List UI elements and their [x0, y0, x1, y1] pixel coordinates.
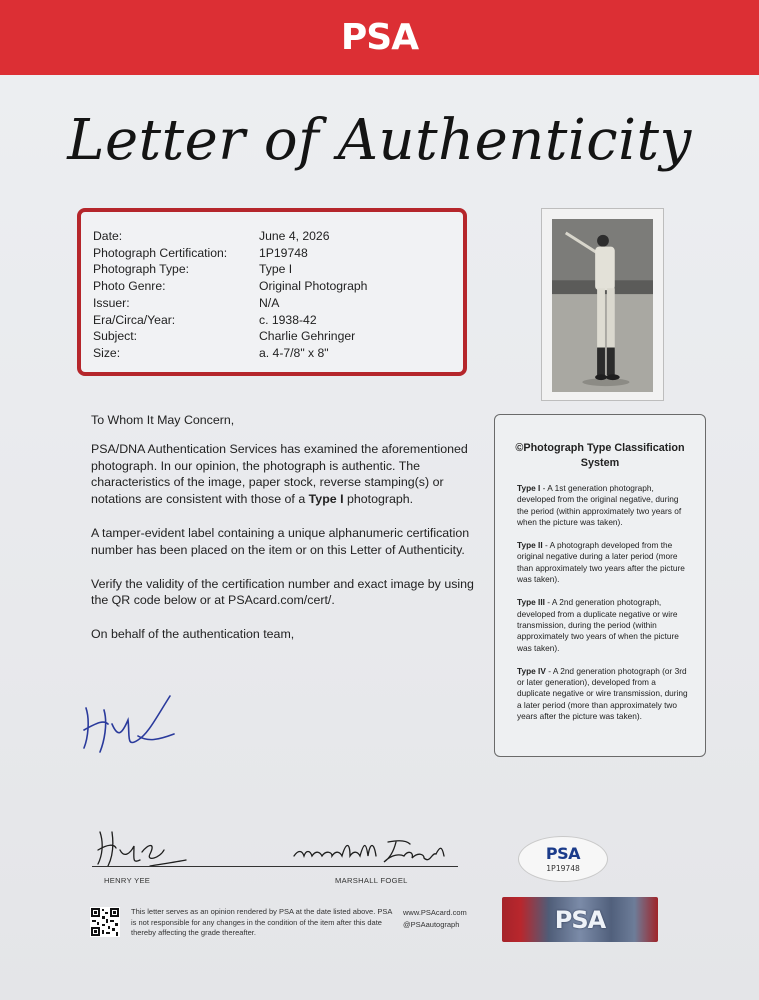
- type-name: Type III: [517, 597, 545, 608]
- detail-row-size: [93, 345, 453, 362]
- classification-title: ©Photograph Type Classification System: [515, 442, 685, 469]
- photo-type-emphasis: Type I: [308, 492, 344, 507]
- detail-row-type: [93, 261, 453, 278]
- classification-type-3: [517, 597, 691, 653]
- closing-line: On behalf of the authentication team,: [91, 627, 295, 642]
- detail-label: Photo Genre:: [93, 279, 166, 294]
- henry-yee-signature: [90, 822, 190, 872]
- detail-row-subject: [93, 328, 453, 345]
- detail-value: a. 4-7/8" x 8": [259, 345, 329, 360]
- baseball-player-figure: [552, 219, 653, 392]
- hologram-psa-logo: PSA: [554, 905, 606, 934]
- detail-label: Era/Circa/Year:: [93, 312, 176, 327]
- salutation: To Whom It May Concern,: [91, 413, 235, 427]
- footer-links: [403, 907, 467, 930]
- website-link[interactable]: www.PSAcard.com: [403, 908, 467, 917]
- paragraph-text-end: photograph.: [343, 492, 414, 507]
- photo-thumbnail: [541, 208, 664, 401]
- detail-value: June 4, 2026: [259, 229, 330, 243]
- detail-label: Subject:: [93, 329, 138, 344]
- type-name: Type I: [517, 483, 541, 493]
- classification-box: [494, 414, 706, 757]
- detail-row-issuer: [93, 295, 453, 312]
- header-bar: [0, 0, 759, 75]
- sticker-cert-number: 1P19748: [546, 863, 580, 873]
- qr-code-icon[interactable]: [90, 907, 120, 937]
- footer-disclaimer: This letter serves as an opinion rendered by PSA at the date listed above. PSA is not responsible for any changes in the condition of the item after this date thereby affecting the grade thereafter.: [131, 907, 392, 938]
- type-name: Type IV: [517, 665, 546, 676]
- detail-value: N/A: [259, 295, 280, 310]
- type-name: Type II: [517, 540, 543, 551]
- detail-row-date: [93, 228, 453, 245]
- social-handle-link[interactable]: @PSAautograph: [403, 919, 460, 929]
- marshall-fogel-signature: [288, 832, 458, 868]
- detail-label: Photograph Certification:: [93, 245, 228, 260]
- paragraph-examination: [91, 441, 481, 508]
- detail-label: Issuer:: [93, 295, 130, 310]
- hologram-label: [502, 897, 658, 942]
- detail-label: Date:: [93, 229, 123, 243]
- signatory-marshall-fogel: MARSHALL FOGEL: [335, 876, 408, 885]
- sticker-logo: PSA: [545, 843, 581, 863]
- psa-cert-sticker: [518, 836, 608, 882]
- type-description: - A 1st generation photograph, developed from the original negative, during the period (within approximately two years of when the picture was taken).: [517, 483, 682, 527]
- detail-value: 1P19748: [259, 245, 308, 260]
- paragraph-text: PSA/DNA Authentication Services has examined the aforementioned photograph. In our opinion, the photograph is authentic. The characteristics of the image, paper stock, reverse stamping(s) or notations are consistent with those of a: [91, 441, 468, 507]
- type-description: - A 2nd generation photograph, developed from a duplicate negative or wire transmission, during the period (within approximately two years of when the picture was taken).: [517, 597, 679, 653]
- detail-row-certification: [93, 245, 453, 262]
- classification-type-2: [517, 540, 691, 585]
- classification-type-4: [517, 666, 691, 722]
- detail-value: Original Photograph: [259, 279, 368, 294]
- detail-row-era: [93, 312, 453, 329]
- classification-type-1: [517, 483, 691, 528]
- detail-value: c. 1938-42: [259, 312, 317, 327]
- authenticator-signature: [78, 690, 178, 755]
- letter-body: [91, 412, 481, 660]
- signatory-henry-yee: HENRY YEE: [104, 876, 151, 885]
- type-description: - A photograph developed from the original negative during a later period (more than approximately two years after the picture was taken).: [517, 540, 685, 585]
- detail-label: Size:: [93, 345, 121, 360]
- page-title: Letter of Authenticity: [67, 108, 692, 173]
- type-description: - A 2nd generation photograph (or 3rd or later generation), developed from a duplicate negative or wire transmission, during a later period (more than approximately two years after the picture was taken).: [517, 665, 688, 722]
- photo-image: [552, 219, 653, 392]
- psa-logo: PSA: [340, 17, 419, 58]
- details-box: [77, 208, 467, 376]
- detail-value: Charlie Gehringer: [259, 329, 356, 344]
- detail-value: Type I: [259, 262, 293, 277]
- signature-line-right: [290, 866, 458, 867]
- detail-row-genre: [93, 278, 453, 295]
- detail-label: Photograph Type:: [93, 262, 189, 277]
- paragraph-verify: Verify the validity of the certification number and exact image by using the QR code below or at PSAcard.com/cert/.: [91, 576, 474, 608]
- signature-line-left: [92, 866, 290, 867]
- paragraph-label: A tamper-evident label containing a unique alphanumeric certification number has been placed on the item or on this Letter of Authenticity.: [91, 525, 470, 557]
